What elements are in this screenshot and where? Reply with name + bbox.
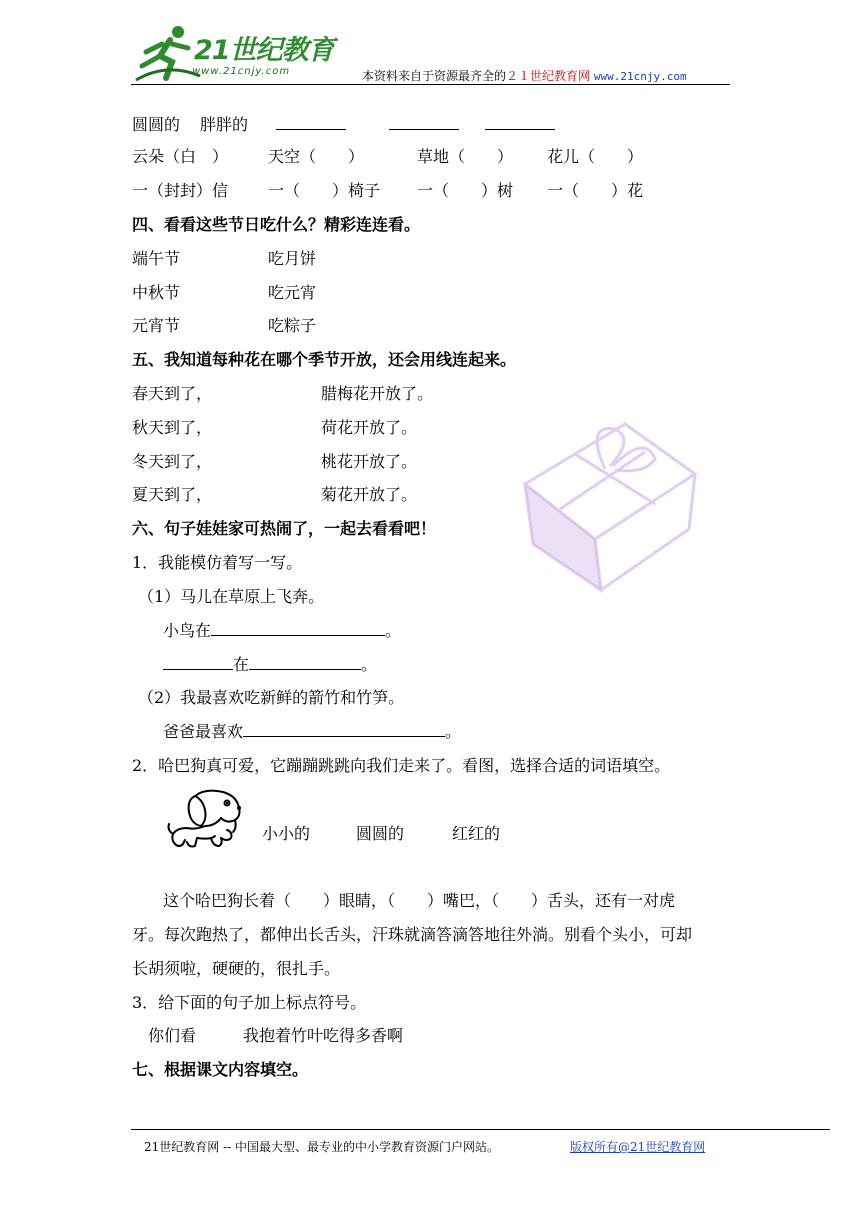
answer-blank[interactable] (485, 115, 555, 130)
row2-item: 草地（ ） (417, 147, 514, 166)
row3-item: 一（ ）树 (417, 181, 514, 200)
festival-item[interactable]: 端午节 (132, 249, 181, 268)
row2-item: 花儿（ ） (547, 147, 644, 166)
word-option[interactable]: 圆圆的 (356, 824, 405, 843)
example-sentence-2: （2）我最喜欢吃新鲜的箭竹和竹笋。 (138, 688, 405, 707)
season-item[interactable]: 冬天到了， (132, 452, 213, 471)
season-item[interactable]: 春天到了， (132, 384, 213, 403)
footer-description: 21世纪教育网 -- 中国最大型、最专业的中小学教育资源门户网站。 (144, 1140, 500, 1154)
word-option[interactable]: 小小的 (262, 824, 311, 843)
food-item[interactable]: 吃月饼 (268, 249, 317, 268)
fill-sentence-1: 小鸟在 。 (163, 621, 402, 640)
question-1: 1．我能模仿着写一写。 (132, 553, 303, 572)
footer-divider (131, 1129, 830, 1130)
row3-item: 一（ ）花 (547, 181, 644, 200)
dog-paragraph-line-2: 牙。每次跑热了，都伸出长舌头，汗珠就滴答滴答地往外淌。别看个头小，可却 (132, 925, 693, 944)
row1-word-a: 圆圆的 (132, 115, 181, 134)
dog-paragraph-line-3: 长胡须啦，硬硬的，很扎手。 (132, 959, 341, 978)
logo-title: 21世纪教育 (194, 35, 334, 66)
site-logo (132, 22, 342, 84)
header-source-note: 本资料来自于资源最齐全的２１世纪教育网 www.21cnjy.com (362, 69, 687, 83)
punctuation-sentence-b: 我抱着竹叶吃得多香啊 (243, 1026, 404, 1045)
flower-item[interactable]: 桃花开放了。 (321, 452, 418, 471)
answer-blank[interactable] (276, 115, 346, 130)
season-item[interactable]: 秋天到了， (132, 418, 213, 437)
flower-item[interactable]: 菊花开放了。 (321, 485, 418, 504)
question-2: 2．哈巴狗真可爱，它蹦蹦跳跳向我们走来了。看图，选择合适的词语填空。 (132, 756, 671, 775)
row3-item: 一（封封）信 (132, 181, 229, 200)
logo-url: www.21cnjy.com (192, 66, 291, 77)
punctuation-sentence-a: 你们看 (148, 1026, 197, 1045)
dog-paragraph-line-1: 这个哈巴狗长着（ ）眼睛，（ ）嘴巴，（ ）舌头，还有一对虎 (163, 891, 676, 910)
word-option[interactable]: 红红的 (452, 824, 501, 843)
section-4-title: 四、看看这些节日吃什么？精彩连连看。 (132, 215, 421, 234)
answer-blank[interactable] (211, 621, 385, 636)
fill-sentence-3: 爸爸最喜欢 。 (163, 722, 462, 741)
header-divider (131, 84, 730, 85)
dog-illustration-icon (165, 786, 249, 852)
festival-item[interactable]: 元宵节 (132, 316, 181, 335)
row2-item: 云朵（白 ） (132, 147, 229, 166)
season-item[interactable]: 夏天到了， (132, 485, 213, 504)
section-5-title: 五、我知道每种花在哪个季节开放，还会用线连起来。 (132, 350, 517, 369)
answer-blank[interactable] (243, 722, 445, 737)
footer-copyright-link[interactable]: 版权所有@21世纪教育网 (570, 1140, 706, 1154)
flower-item[interactable]: 荷花开放了。 (321, 418, 418, 437)
answer-blank[interactable] (389, 115, 459, 130)
food-item[interactable]: 吃元宵 (268, 283, 317, 302)
example-sentence-1: （1）马儿在草原上飞奔。 (138, 587, 325, 606)
header-brand: ２１世纪教育网 (506, 69, 591, 83)
answer-blank[interactable] (163, 655, 233, 670)
section-6-title: 六、句子娃娃家可热闹了，一起去看看吧！ (132, 519, 437, 538)
gift-box-watermark-icon (505, 404, 705, 594)
section-7-title: 七、根据课文内容填空。 (132, 1060, 309, 1079)
flower-item[interactable]: 腊梅花开放了。 (321, 384, 434, 403)
header-link[interactable]: www.21cnjy.com (593, 70, 687, 83)
food-item[interactable]: 吃粽子 (268, 316, 317, 335)
row2-item: 天空（ ） (268, 147, 365, 166)
question-3: 3．给下面的句子加上标点符号。 (132, 993, 367, 1012)
row1-word-b: 胖胖的 (200, 115, 249, 134)
row3-item: 一（ ）椅子 (268, 181, 381, 200)
fill-sentence-2: 在 。 (163, 655, 377, 675)
festival-item[interactable]: 中秋节 (132, 283, 181, 302)
answer-blank[interactable] (249, 655, 361, 670)
